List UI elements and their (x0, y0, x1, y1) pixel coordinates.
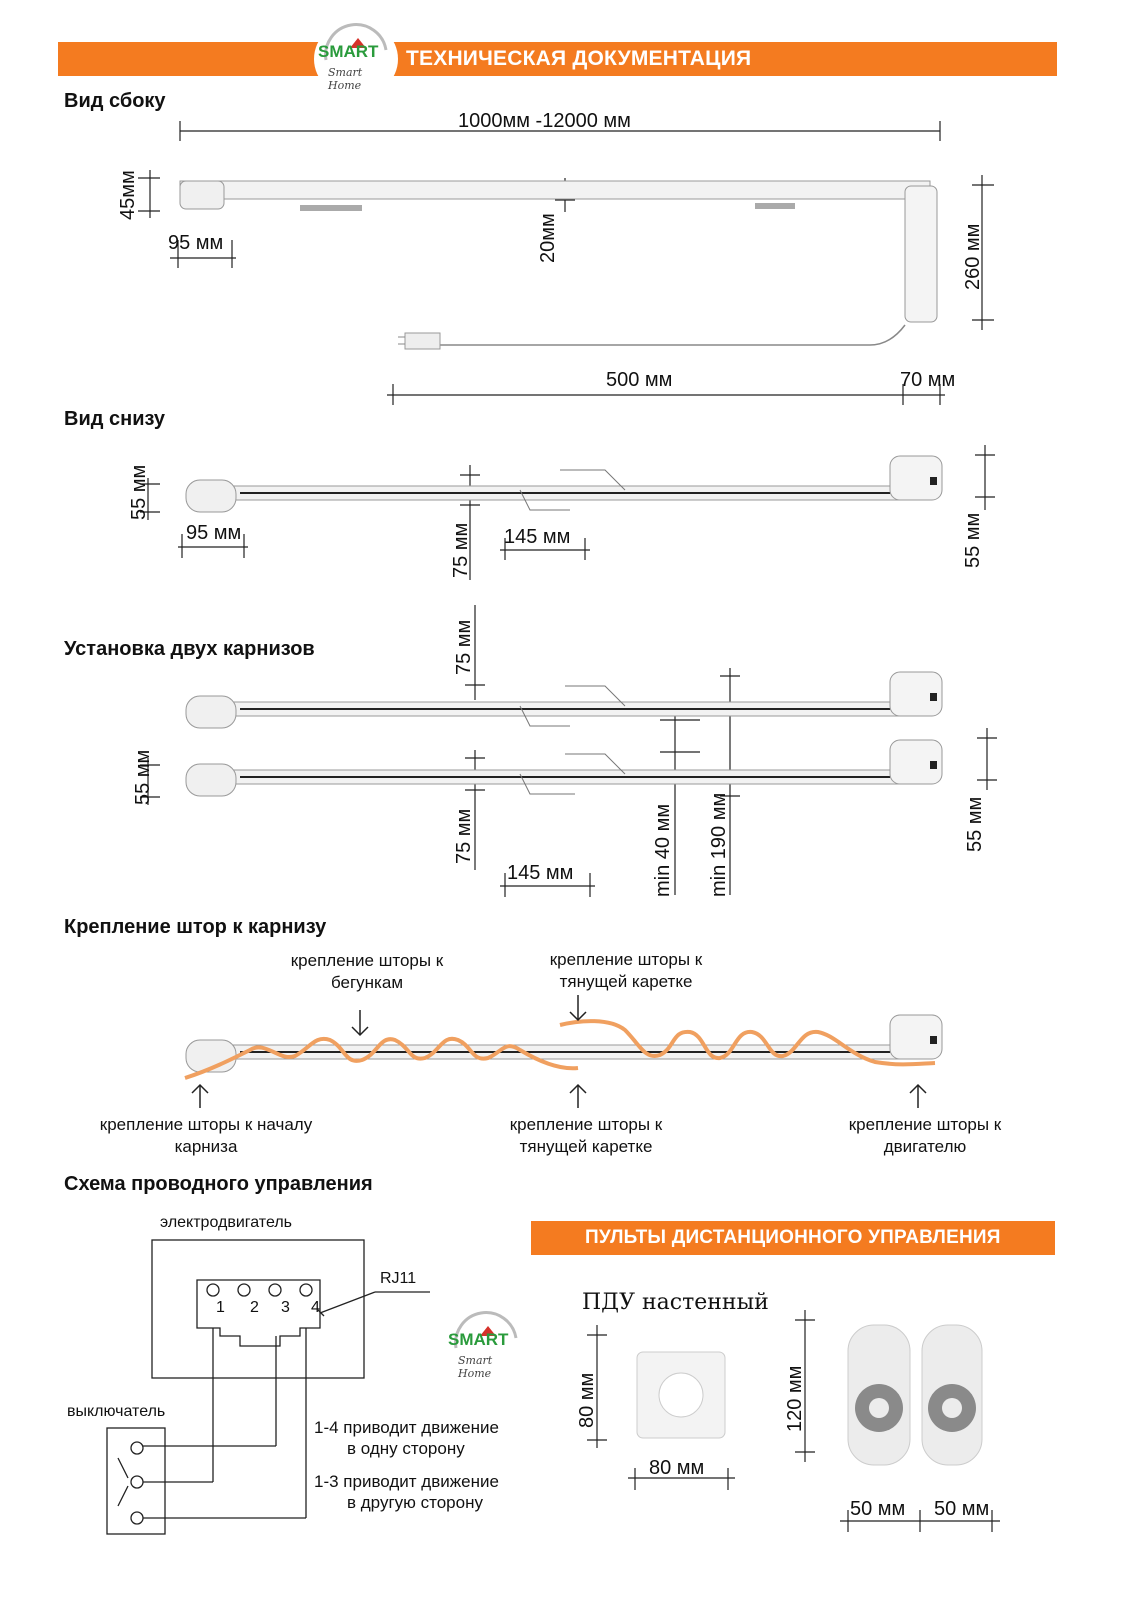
logo-small (444, 1308, 528, 1386)
bottom-offset-left: 95 мм (186, 522, 242, 544)
double-left-55: 55 мм (132, 749, 154, 805)
side-height-left: 45мм (117, 170, 139, 220)
wiring-note2-a: 1-3 приводит движение (314, 1472, 499, 1491)
connector-label: RJ11 (380, 1270, 417, 1287)
double-rail-top-icon (186, 672, 942, 728)
pin-1: 1 (216, 1299, 225, 1316)
note-runners: крепление шторы к бегункам (290, 951, 444, 992)
logo-small-text: SMART (448, 1330, 509, 1349)
double-top-75: 75 мм (453, 619, 475, 675)
bottom-carriage-length: 145 мм (504, 526, 571, 548)
remote-width-2: 50 мм (934, 1498, 990, 1520)
wiring-title: Схема проводного управления (64, 1173, 373, 1195)
wiring-note2-b: в другую сторону (347, 1493, 483, 1512)
double-right-55: 55 мм (964, 796, 986, 852)
side-rail-height: 20мм (537, 213, 559, 263)
side-length: 1000мм -12000 мм (458, 110, 631, 132)
double-length-145: 145 мм (507, 862, 574, 884)
remotes-bar (531, 1221, 1055, 1255)
bottom-carriage-width: 75 мм (450, 522, 472, 578)
bottom-width-right: 55 мм (962, 512, 984, 568)
bottom-view-title: Вид снизу (64, 408, 166, 430)
side-cable-length: 500 мм (606, 369, 673, 391)
note-motor: крепление шторы к двигателю (848, 1115, 1002, 1156)
wall-remote-width: 80 мм (649, 1457, 705, 1479)
wiring-note1-a: 1-4 приводит движение (314, 1418, 499, 1437)
remotes-title: ПУЛЬТЫ ДИСТАНЦИОННОГО УПРАВЛЕНИЯ (585, 1227, 1001, 1248)
logo-small-subtitle: Smart Home (458, 1354, 493, 1380)
wiring-note1-b: в одну сторону (347, 1439, 465, 1458)
bottom-rail-icon (186, 456, 942, 512)
pin-4: 4 (311, 1299, 320, 1316)
motor-label: электродвигатель (160, 1214, 292, 1231)
remote-height: 120 мм (784, 1365, 806, 1432)
side-rail-icon (180, 181, 937, 349)
side-motor-width: 70 мм (900, 369, 956, 391)
handheld-remote-icon (848, 1325, 982, 1465)
note-carriage-top: крепление шторы к тянущей каретке (549, 950, 703, 991)
pin-3: 3 (281, 1299, 290, 1316)
remote-width-1: 50 мм (850, 1498, 906, 1520)
header-title: ТЕХНИЧЕСКАЯ ДОКУМЕНТАЦИЯ (406, 47, 752, 70)
double-bottom-75: 75 мм (453, 808, 475, 864)
note-carriage-bottom: крепление шторы к тянущей каретке (509, 1115, 663, 1156)
side-bracket-offset: 95 мм (168, 232, 224, 254)
double-install-title: Установка двух карнизов (64, 638, 315, 660)
wall-remote-height: 80 мм (576, 1372, 598, 1428)
double-rail-bottom-icon (186, 740, 942, 796)
curtain-mount-title: Крепление штор к карнизу (64, 916, 327, 938)
wall-remote-label: ПДУ настенный (582, 1290, 769, 1315)
double-min-190: min 190 мм (708, 792, 730, 897)
side-view-title: Вид сбоку (64, 90, 166, 112)
logo-text: SMART (318, 42, 379, 61)
note-start: крепление шторы к началу карниза (99, 1115, 313, 1156)
logo-subtitle: Smart Home (328, 66, 363, 92)
switch-label: выключатель (67, 1403, 166, 1420)
side-motor-height: 260 мм (962, 223, 984, 290)
wall-remote-icon (637, 1352, 725, 1438)
double-min-40: min 40 мм (652, 803, 674, 897)
pin-2: 2 (250, 1299, 259, 1316)
bottom-width-left: 55 мм (128, 464, 150, 520)
